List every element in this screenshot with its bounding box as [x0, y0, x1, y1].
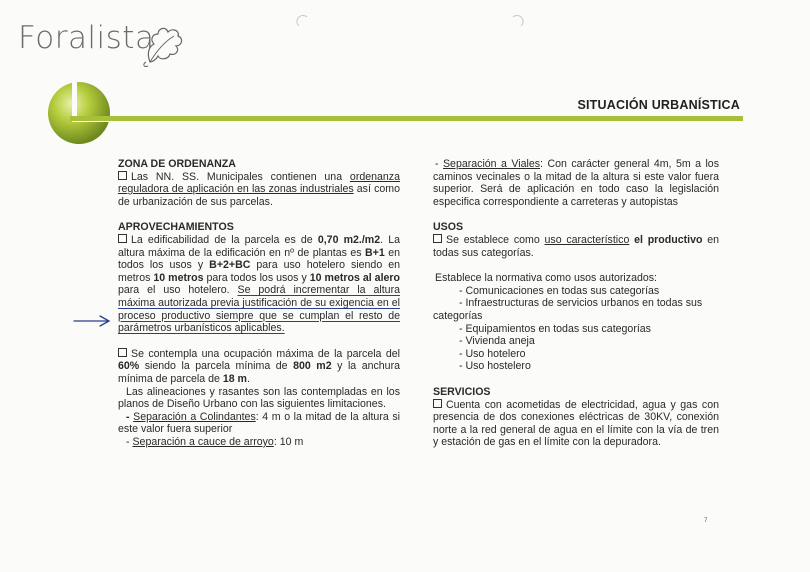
- paragraph-edificabilidad: La edificabilidad de la parcela es de 0,70 m2./m2. La altura máxima de la edificación en nº de plantas es B+1 en todos los usos y B+2+BC para uso hotelero siendo en metros 10 metros para todos los usos y 10 metros al alero para el uso hotelero. Se podrá incrementar la altura máxima autorizada previa justificación de su exigencia en el proceso productivo siempre que se cumplan el resto de parámetros urbanísticos aplicables.: [118, 233, 401, 335]
- item-separacion-colindantes: - Separación a Colindantes: 4 m o la mitad de la altura si este valor fuera superior: [118, 410, 400, 436]
- checkbox-bullet-icon: [433, 399, 442, 408]
- list-item: - Equipamientos en todas sus categorías: [459, 322, 651, 335]
- green-sphere-logo-icon: [46, 80, 112, 146]
- list-item: - Comunicaciones en todas sus categorías: [459, 284, 660, 297]
- heading-servicios: SERVICIOS: [433, 385, 491, 398]
- list-item: - Vivienda aneja: [459, 335, 535, 348]
- paragraph-servicios: Cuenta con acometidas de electricidad, agua y gas con presencia de dos conexiones eléctricas de 30KV, conexión norte a la red general de agua en el límite con la vía de tren y estación de gas en el límite con la depuradora.: [433, 398, 719, 449]
- heading-usos: USOS: [433, 221, 464, 234]
- item-separacion-arroyo: - Separación a cauce de arroyo: 10 m: [126, 435, 304, 448]
- heading-zona-ordenanza: ZONA DE ORDENANZA: [118, 158, 236, 170]
- punch-hole-mark: [510, 14, 524, 28]
- usos-autorizados-list: [433, 285, 719, 310]
- list-item: - Infraestructuras de servicios urbanos en todas sus: [459, 297, 703, 310]
- list-item: - Uso hostelero: [459, 360, 531, 373]
- left-column: [118, 158, 400, 448]
- checkbox-bullet-icon: [433, 234, 442, 243]
- checkbox-bullet-icon: [118, 171, 127, 180]
- page-number: 7: [704, 518, 708, 524]
- heading-aprovechamientos: APROVECHAMIENTOS: [118, 221, 234, 234]
- section-title: SITUACIÓN URBANÍSTICA: [577, 98, 740, 112]
- handwritten-arrow-mark: [72, 314, 112, 328]
- item-separacion-viales: - Separación a Viales: Con carácter general 4m, 5m a los caminos vecinales o la mitad de la altura si este valor fuera superior. Será de aplicación en todo caso la legislación especifica correspondiente a carreteras y autopistas: [433, 158, 719, 208]
- punch-hole-mark: [296, 14, 310, 28]
- paragraph-alineaciones: Las alineaciones y rasantes son las contempladas en los planos de Diseño Urbano con las siguientes limitaciones.: [118, 385, 400, 411]
- usos-autorizados-list-continued: [433, 323, 719, 373]
- checkbox-bullet-icon: [118, 348, 127, 357]
- paragraph-zona: Las NN. SS. Municipales contienen una ordenanza reguladora de aplicación en las zonas industriales así como de urbanización de sus parcelas.: [118, 170, 400, 208]
- checkbox-bullet-icon: [118, 234, 127, 243]
- paragraph-uso-caracteristico: Se establece como uso característico el productivo en todas sus categorías.: [433, 233, 719, 259]
- header-accent-bar: [70, 116, 743, 121]
- usos-autorizados-intro: Establece la normativa como usos autorizados:: [435, 272, 657, 285]
- paragraph-ocupacion: Se contempla una ocupación máxima de la parcela del 60% siendo la parcela mínima de 800 m2 y la anchura mínima de parcela de 18 m.: [118, 347, 400, 385]
- handwritten-underlined-text: Se podrá incrementar la altura máxima autorizada previa justificación de su exigencia en el proceso productivo siempre que se cumplan el resto de parámetros urbanísticos aplicables.: [118, 284, 400, 335]
- list-item: - Uso hotelero: [459, 347, 526, 360]
- oak-leaf-icon: [140, 22, 186, 70]
- brand-logo: Foralista: [18, 20, 155, 56]
- right-column: [433, 158, 719, 449]
- list-item-continuation: categorías: [433, 309, 483, 322]
